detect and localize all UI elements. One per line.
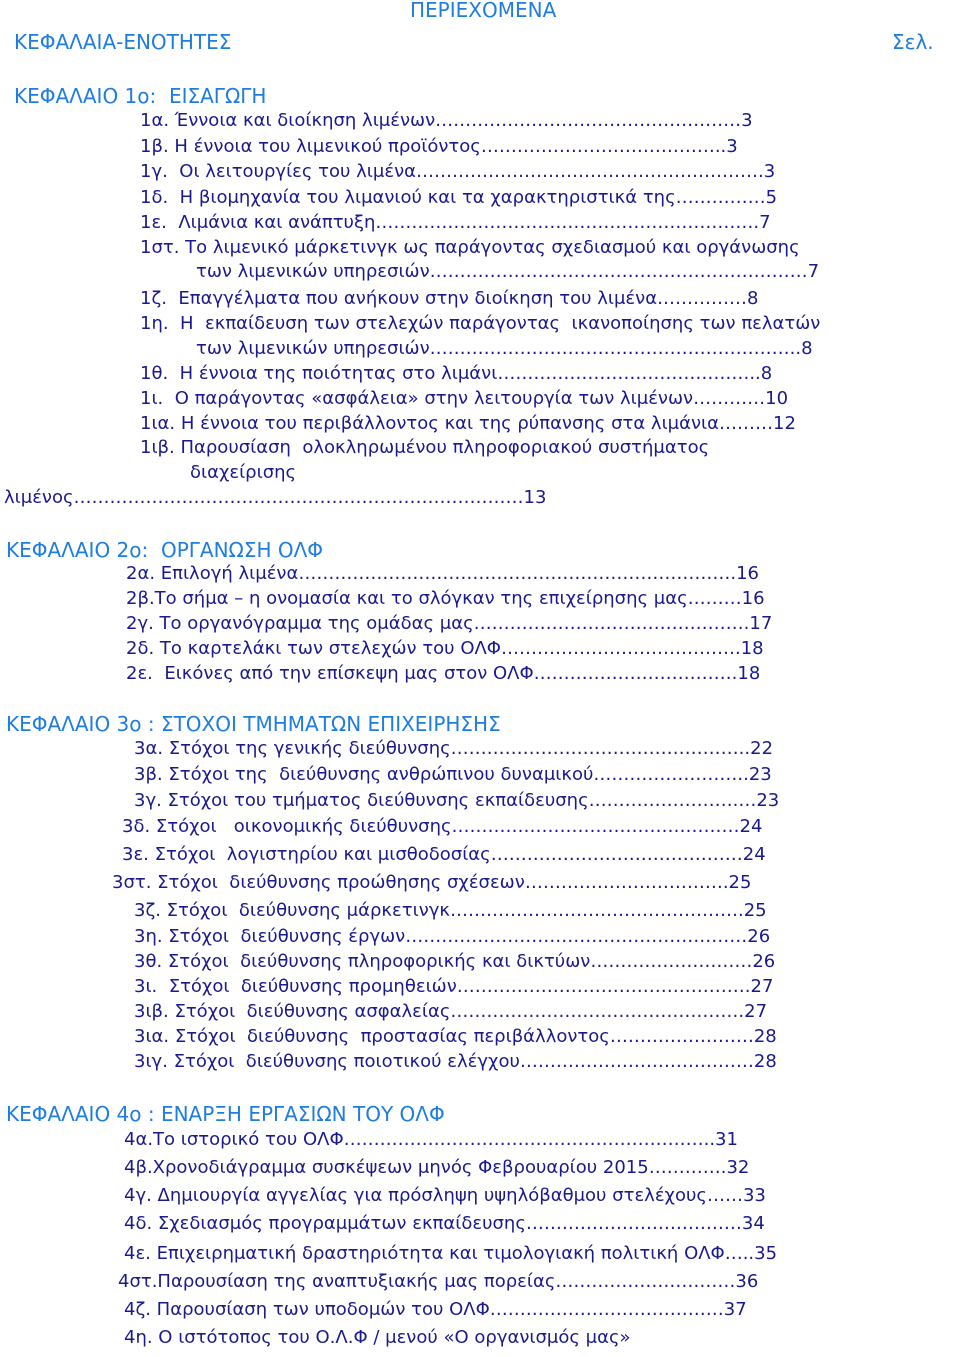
chapter-heading-4: ΚΕΦΑΛΑΙΟ 4ο : ΕΝΑΡΞΗ ΕΡΓΑΣΙΩΝ ΤΟΥ ΟΛΦ: [6, 1102, 445, 1126]
toc-entry-1ib-cont2: λιμένος…………………………………………………………………13: [4, 487, 547, 508]
toc-entry-1b: 1β. Η έννοια του λιμενικού προϊόντος…………………………………..3: [140, 136, 738, 157]
toc-entry-4b: 4β.Χρονοδιάγραμμα συσκέψεων μηνός Φεβρουαρίου 2015………….32: [124, 1157, 750, 1178]
toc-entry-3i: 3ι. Στόχοι διεύθυνσης προμηθειών………………………………………….27: [134, 976, 774, 997]
toc-entry-4z: 4ζ. Παρουσίαση των υποδομών του ΟΛΦ…………………………………37: [124, 1299, 747, 1320]
toc-entry-2c: 2γ. Το οργανόγραμμα της ομάδας μας……………………………………….17: [126, 613, 773, 634]
toc-entry-4h: 4η. Ο ιστότοπος του Ο.Λ.Φ / μενού «Ο οργανισμός μας»: [124, 1327, 631, 1348]
toc-entry-3ib: 3ιβ. Στόχοι διεύθυνσης ασφαλείας………………………………………….27: [134, 1001, 768, 1022]
toc-entry-4st: 4στ.Παρουσίαση της αναπτυξιακής μας πορείας…………………………36: [118, 1271, 759, 1292]
toc-entry-1z: 1ζ. Επαγγέλματα που ανήκουν στην διοίκηση του λιμένα……………8: [140, 288, 759, 309]
toc-entry-3z: 3ζ. Στόχοι διεύθυνσης μάρκετινγκ………………………………………….25: [134, 900, 767, 921]
toc-entry-3th: 3θ. Στόχοι διεύθυνσης πληροφορικής και δικτύων………………………26: [134, 951, 776, 972]
toc-entry-1ib-cont: διαχείρισης: [190, 462, 297, 483]
toc-entry-3ia: 3ια. Στόχοι διεύθυνσης προστασίας περιβάλλοντος……………………28: [134, 1026, 777, 1047]
toc-entry-1d: 1δ. Η βιομηχανία του λιμανιού και τα χαρακτηριστικά της……………5: [140, 187, 778, 208]
toc-entry-1h-cont: των λιμενικών υπηρεσιών……………………………………………………..8: [196, 338, 813, 359]
toc-entry-1e: 1ε. Λιμάνια και ανάπτυξη……………………………………………………….7: [140, 212, 771, 233]
toc-entry-1st: 1στ. Το λιμενικό μάρκετινγκ ως παράγοντας σχεδιασμού και οργάνωσης: [140, 237, 800, 258]
toc-entry-1st-cont: των λιμενικών υπηρεσιών………………………………………………………7: [196, 261, 820, 282]
column-header-chapters: ΚΕΦΑΛΑΙΑ-ΕΝΟΤΗΤΕΣ: [14, 30, 232, 54]
toc-entry-4d: 4δ. Σχεδιασμός προγραμμάτων εκπαίδευσης………………………………34: [124, 1213, 765, 1234]
toc-entry-1h: 1η. Η εκπαίδευση των στελεχών παράγοντας ικανοποίησης των πελατών: [140, 313, 821, 334]
toc-entry-1th: 1θ. Η έννοια της ποιότητας στο λιμάνι……………………………………..8: [140, 363, 773, 384]
toc-entry-4a: 4α.Το ιστορικό του ΟΛΦ……………………………………………………..31: [124, 1129, 738, 1150]
column-header-page: Σελ.: [892, 30, 934, 54]
toc-entry-3b: 3β. Στόχοι της διεύθυνσης ανθρώπινου δυναμικού……………………..23: [134, 764, 772, 785]
toc-entry-2a: 2α. Επιλογή λιμένα……………………………………………………………….16: [126, 563, 759, 584]
toc-entry-1ib: 1ιβ. Παρουσίαση ολοκληρωμένου πληροφοριακού συστήματος: [140, 437, 710, 458]
toc-entry-3c: 3γ. Στόχοι του τμήματος διεύθυνσης εκπαίδευσης…………………….…23: [134, 790, 780, 811]
page-title: ΠΕΡΙΕΧΟΜΕΝΑ: [410, 0, 557, 22]
toc-entry-3a: 3α. Στόχοι της γενικής διεύθυνσης…………………………………………..22: [134, 738, 774, 759]
toc-entry-3h: 3η. Στόχοι διεύθυνσης έργων…………………………………………………26: [134, 926, 771, 947]
toc-entry-4e: 4ε. Επιχειρηματική δραστηριότητα και τιμολογιακή πολιτική ΟΛΦ…..35: [124, 1243, 778, 1264]
toc-entry-4c: 4γ. Δημιουργία αγγελίας για πρόσληψη υψηλόβαθμου στελέχους……33: [124, 1185, 766, 1206]
toc-entry-3e: 3ε. Στόχοι λογιστηρίου και μισθοδοσίας……………………………………24: [122, 844, 766, 865]
toc-entry-2e: 2ε. Εικόνες από την επίσκεψη μας στον ΟΛΦ…………………………….18: [126, 663, 761, 684]
chapter-heading-3: ΚΕΦΑΛΑΙΟ 3ο : ΣΤΟΧΟΙ ΤΜΗΜΑΤΩΝ ΕΠΙΧΕΙΡΗΣΗΣ: [6, 712, 501, 736]
toc-entry-2d: 2δ. Το καρτελάκι των στελεχών του ΟΛΦ………………………………….18: [126, 638, 764, 659]
toc-entry-2b: 2β.Το σήμα – η ονομασία και το σλόγκαν της επιχείρησης μας………16: [126, 588, 765, 609]
toc-entry-1ia: 1ια. Η έννοια του περιβάλλοντος και της ρύπανσης στα λιμάνια………12: [140, 413, 796, 434]
chapter-heading-1: ΚΕΦΑΛΑΙΟ 1ο: ΕΙΣΑΓΩΓΗ: [14, 84, 267, 108]
toc-entry-3d: 3δ. Στόχοι οικονομικής διεύθυνσης…………………………………………24: [122, 816, 763, 837]
chapter-heading-2: ΚΕΦΑΛΑΙΟ 2ο: ΟΡΓΑΝΩΣΗ ΟΛΦ: [6, 538, 324, 562]
toc-entry-1c: 1γ. Οι λειτουργίες του λιμένα………………………………………………….3: [140, 161, 776, 182]
toc-entry-3ig: 3ιγ. Στόχοι διεύθυνσης ποιοτικού ελέγχου…………………………………28: [134, 1051, 777, 1072]
toc-entry-1i: 1ι. Ο παράγοντας «ασφάλεια» στην λειτουργία των λιμένων…………10: [140, 388, 789, 409]
toc-entry-3st: 3στ. Στόχοι διεύθυνσης προώθησης σχέσεων…………………………….25: [112, 872, 752, 893]
toc-entry-1a: 1α. Έννοια και διοίκηση λιμένων……………………………………………3: [140, 110, 753, 131]
